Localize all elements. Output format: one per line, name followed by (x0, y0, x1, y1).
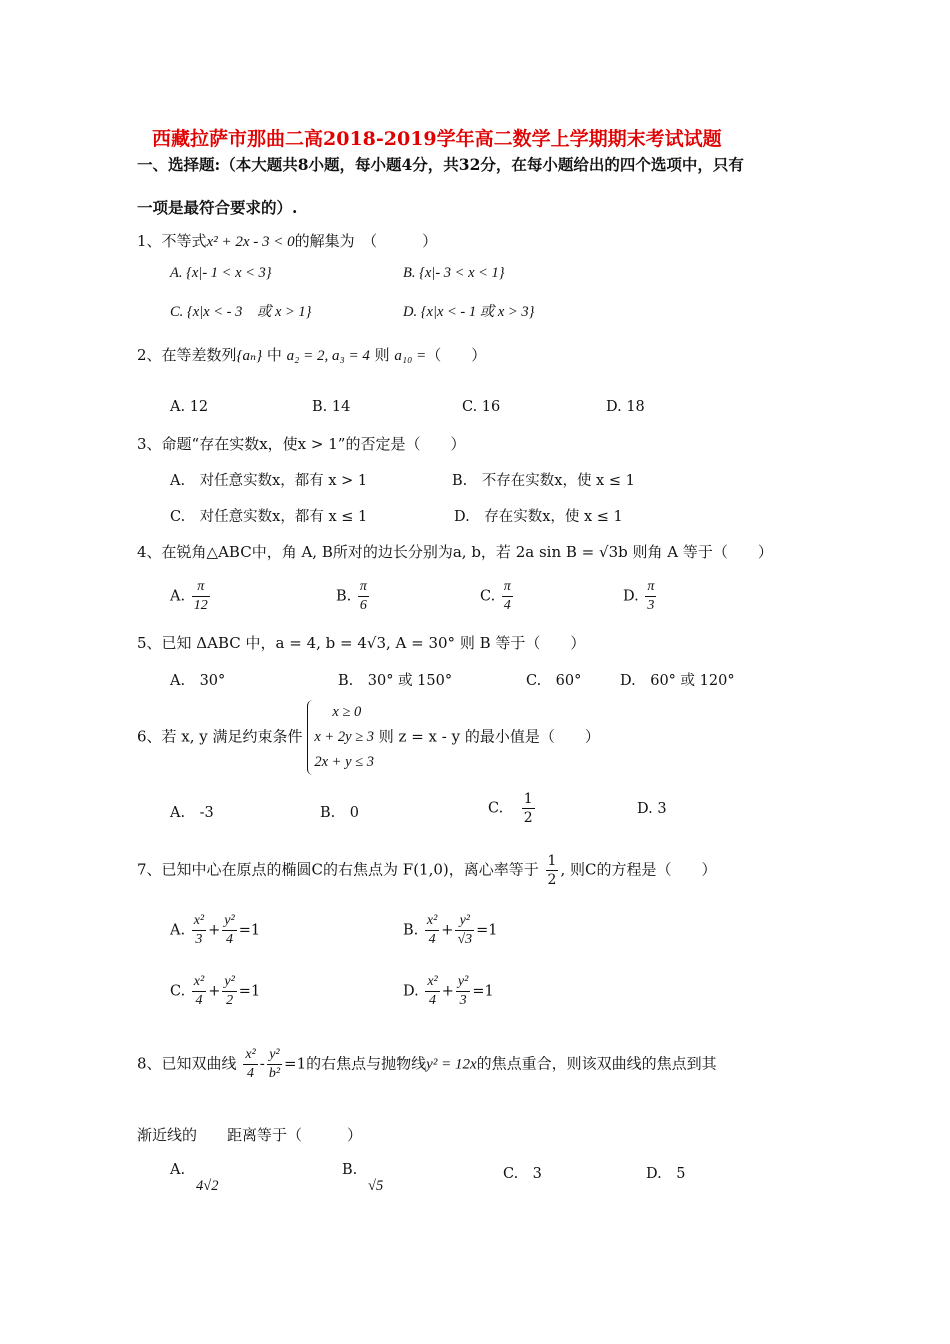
q7-d-n2: y² (456, 973, 470, 992)
q4-option-c (480, 578, 515, 615)
q7-d-frac2 (456, 973, 470, 1010)
q4-c-fraction (502, 578, 513, 615)
q2-mid: 中 (262, 346, 287, 364)
q2-condition: a₂ = 2, a₃ = 4 (286, 348, 370, 364)
q8-a-value: 4√2 (196, 1178, 219, 1194)
q8-d1: 4 (247, 1066, 255, 1081)
q1-stem-pre: 1、不等式 (137, 232, 207, 250)
q7-c-n1: x² (192, 973, 206, 992)
q5-option-d: D. 60° 或 120° (620, 673, 735, 689)
q7-option-b: B. $\frac{\text{x²}}{4}$ + $\frac{\text{y²}}{√3}$ =1 (403, 913, 498, 947)
q4-d-fraction (645, 578, 656, 615)
q7-c-n2: y² (222, 973, 236, 992)
q7-b-frac1 (425, 912, 439, 949)
q6-c-num: 1 (523, 791, 533, 807)
q8-stem-pre: 8、已知双曲线 (137, 1054, 237, 1073)
q4-a-den: 12 (193, 598, 208, 613)
q7-d-frac1 (425, 973, 439, 1010)
q6-constraint-system (307, 700, 374, 775)
q6-stem-post: 则 z = x - y 的最小值是（ ） (378, 727, 600, 746)
q7-c-eq: =1 (238, 983, 261, 1000)
q7-a-eq: =1 (238, 922, 261, 939)
q7-a-frac1 (192, 912, 206, 949)
q6-constraint-1: x ≥ 0 (332, 704, 362, 720)
q2-option-a: A. 12 (170, 399, 209, 415)
q5-option-a: A. 30° (170, 673, 226, 689)
q6-option-c (488, 790, 537, 827)
q3-option-c: C. 对任意实数x，都有 x ≤ 1 (170, 509, 368, 525)
question-2 (137, 344, 486, 365)
q6-option-a: A. -3 (170, 805, 214, 821)
q6-c-fraction (522, 790, 535, 827)
q8-b-label: B. (342, 1162, 358, 1178)
q2-paren: （ ） (426, 346, 487, 364)
question-1 (137, 230, 437, 251)
q3-option-b: B. 不存在实数x，使 x ≤ 1 (452, 473, 635, 489)
q7-c-d2: 2 (226, 993, 234, 1008)
q8-frac1 (243, 1046, 257, 1083)
q4-d-den: 3 (647, 598, 655, 613)
q4-c-den: 4 (503, 598, 511, 613)
q8-n1: x² (243, 1046, 257, 1065)
q5-option-b: B. 30° 或 150° (338, 673, 453, 689)
q1-option-d: D. {x|x < - 1 或 x > 3} (403, 304, 535, 320)
q7-a-n1: x² (192, 912, 206, 931)
q1-option-c: C. {x|x < - 3 或 x > 1} (170, 304, 312, 320)
q7-b-eq: =1 (476, 922, 498, 939)
q4-b-den: 6 (359, 598, 367, 613)
q2-option-b: B. 14 (312, 399, 351, 415)
q8-d2: b² (268, 1066, 281, 1081)
q8-n2: y² (267, 1046, 282, 1065)
question-5: 5、已知 ΔABC 中，a = 4, b = 4√3, A = 30° 则 B 等于（ ） (137, 634, 586, 652)
q7-b-d2: √3 (457, 932, 473, 947)
q2-option-c: C. 16 (462, 399, 501, 415)
q7-b-frac2 (455, 912, 474, 949)
question-7 (137, 852, 716, 889)
q7-d-n1: x² (425, 973, 439, 992)
q4-option-a (170, 578, 212, 615)
q7-b-label: B. (403, 922, 419, 939)
q4-b-fraction (358, 578, 369, 615)
q1-option-b: B. {x|- 3 < x < 1} (403, 265, 505, 281)
q2-target: a₁₀ = (394, 348, 427, 364)
q7-a-label: A. (170, 922, 186, 939)
q8-stem-post: 的焦点重合，则该双曲线的焦点到其 (476, 1054, 717, 1073)
q7-d-label: D. (403, 983, 419, 1000)
q7-d-d1: 4 (429, 993, 437, 1008)
q7-d-eq: =1 (472, 983, 494, 1000)
q6-option-d: D. 3 (637, 801, 667, 817)
q4-b-num: π (358, 578, 369, 597)
q1-option-a: A. {x|- 1 < x < 3} (170, 265, 272, 281)
q2-option-d: D. 18 (606, 399, 645, 415)
q6-constraint-3: 2x + y ≤ 3 (314, 754, 374, 770)
q8-parabola: y² = 12x (426, 1056, 477, 1073)
q7-c-label: C. (170, 983, 186, 1000)
q8-eq: =1 (284, 1054, 307, 1073)
q7-d-d2: 3 (459, 993, 467, 1008)
q7-c-d1: 4 (195, 993, 203, 1008)
q2-then: 则 (369, 346, 395, 364)
page-title: 西藏拉萨市那曲二高2018-2019学年高二数学上学期期末考试试题 (152, 128, 722, 150)
question-8: 8、已知双曲线 $\frac{\text{x²}}{4}$ - $\frac{\text{y²}}{\text{b²}}$ =1的右焦点与抛物线y² = 12x的焦点重合，则该双曲线的焦点到其 (137, 1047, 717, 1081)
q3-option-a: A. 对任意实数x，都有 x > 1 (170, 473, 368, 489)
q4-d-label: D. (623, 588, 639, 605)
q4-option-b (336, 578, 371, 615)
q2-stem-pre: 2、在等差数列 (137, 346, 237, 364)
q7-option-a: A. $\frac{\text{x²}}{3}$ + $\frac{\text{y²}}{4}$ =1 (170, 913, 261, 947)
q7-stem-post: , 则C的方程是（ ） (560, 860, 717, 879)
q7-b-d1: 4 (428, 932, 436, 947)
q2-sequence: {aₙ} (236, 348, 263, 364)
q4-c-label: C. (480, 588, 496, 605)
q7-a-d2: 4 (225, 932, 233, 947)
q8-option-d: D. 5 (646, 1166, 686, 1182)
q4-a-fraction (192, 578, 210, 615)
q8-b-value: √5 (368, 1178, 384, 1194)
q7-stem-pre: 7、已知中心在原点的椭圆C的右焦点为 F(1,0)，离心率等于 (137, 860, 539, 879)
section-heading-line1: 一、选择题:（本大题共8小题，每小题4分，共32分，在每小题给出的四个选项中，只有 (137, 155, 744, 174)
q6-c-label: C. (488, 800, 504, 817)
q8-a-label: A. (170, 1162, 186, 1178)
q7-e-num: 1 (547, 853, 557, 869)
question-4: 4、在锐角△ABC中，角 A, B所对的边长分别为a, b，若 2a sin B = √3b 则角 A 等于（ ） (137, 543, 773, 561)
q3-option-d: D. 存在实数x，使 x ≤ 1 (454, 509, 623, 525)
q8-line2: 渐近线的 距离等于（ ） (137, 1126, 363, 1144)
q7-b-n2: y² (455, 912, 474, 931)
q8-option-a (170, 1162, 218, 1195)
q1-expression: x² + 2x - 3 < 0 (206, 234, 295, 250)
q6-option-b: B. 0 (320, 805, 359, 821)
q6-c-den: 2 (523, 810, 533, 826)
q8-frac2 (267, 1046, 282, 1083)
q7-c-frac2 (222, 973, 236, 1010)
q8-stem-mid: 的右焦点与抛物线 (306, 1054, 427, 1073)
q7-b-n1: x² (425, 912, 439, 931)
q8-option-b (342, 1162, 383, 1195)
q7-a-n2: y² (222, 912, 236, 931)
q6-stem-pre: 6、若 x, y 满足约束条件 (137, 727, 303, 746)
section-heading-line2: 一项是最符合要求的）. (137, 198, 298, 217)
q4-option-d (623, 578, 658, 615)
question-3: 3、命题“存在实数x，使x > 1”的否定是（ ） (137, 435, 466, 453)
q4-c-num: π (502, 578, 513, 597)
q7-a-d1: 3 (195, 932, 203, 947)
q7-eccentricity (546, 852, 559, 889)
q7-a-frac2 (222, 912, 236, 949)
q7-option-c: C. $\frac{\text{x²}}{4}$ + $\frac{\text{y²}}{2}$ =1 (170, 974, 261, 1008)
q4-b-label: B. (336, 588, 352, 605)
q4-d-num: π (645, 578, 656, 597)
q4-a-label: A. (170, 588, 186, 605)
q6-constraint-2: x + 2y ≥ 3 (314, 729, 374, 745)
q7-c-frac1 (192, 973, 206, 1010)
question-6 (137, 700, 600, 775)
q7-e-den: 2 (547, 872, 557, 888)
q7-option-d: D. $\frac{\text{x²}}{4}$ + $\frac{\text{y²}}{3}$ =1 (403, 974, 494, 1008)
q1-stem-post: 的解集为 （ ） (294, 232, 438, 250)
q5-option-c: C. 60° (526, 673, 582, 689)
q8-option-c: C. 3 (503, 1166, 542, 1182)
q4-a-num: π (192, 578, 210, 597)
